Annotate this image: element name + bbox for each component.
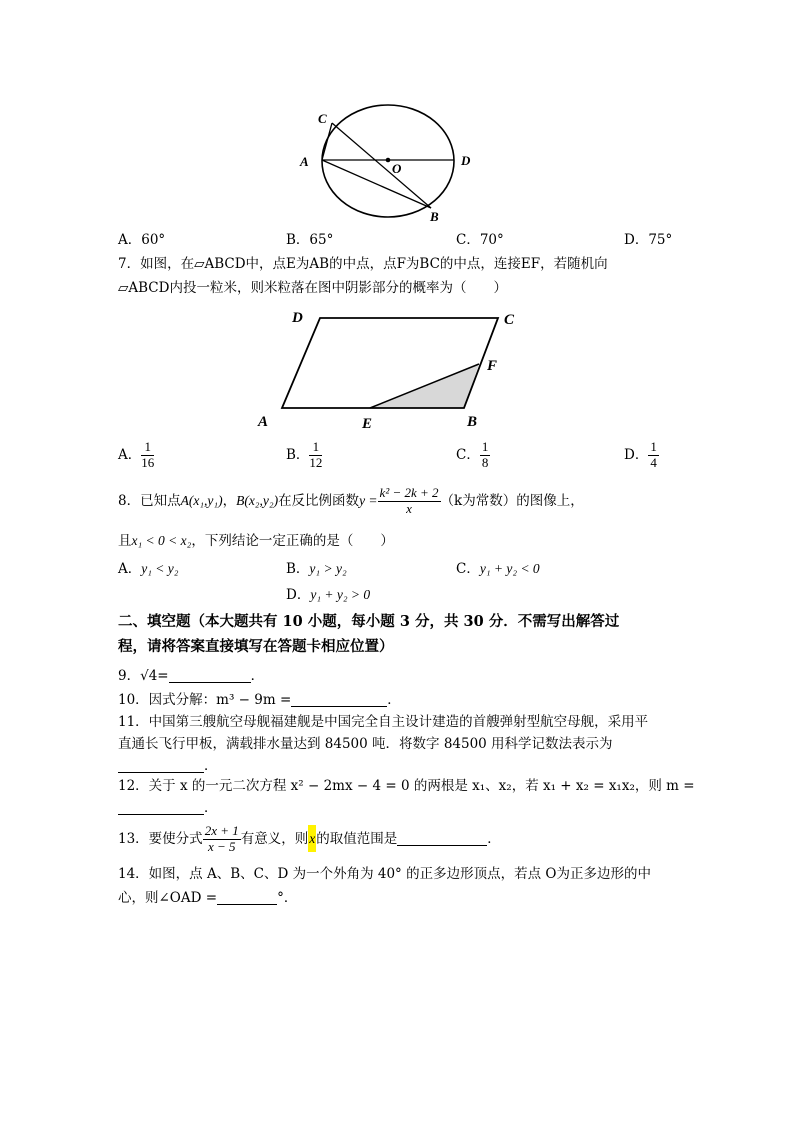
q8-line2 xyxy=(118,534,394,549)
q7-line1: 7．如图，在▱ABCD中，点E为AB的中点，点F为BC的中点，连接EF，若随机向 xyxy=(118,256,608,272)
option-letter: C． xyxy=(456,446,480,463)
q11-line2: 直通长飞行甲板，满载排水量达到 84500 吨．将数字 84500 用科学记数法表示为 xyxy=(118,736,613,752)
func-y: y = xyxy=(359,492,378,508)
q8-sep: ， xyxy=(222,492,237,509)
q7-option-c xyxy=(456,440,490,471)
q11-line1: 11．中国第三艘航空母舰福建舰是中国完全自主设计建造的首艘弹射型航空母舰，采用平 xyxy=(118,714,649,730)
section2-heading-line1: 二、填空题（本大题共有 10 小题，每小题 3 分，共 30 分．不需写出解答过 xyxy=(118,613,620,630)
parallelogram-figure xyxy=(254,304,534,434)
label-d: D xyxy=(292,310,303,326)
center-point xyxy=(386,158,391,163)
segment-cb xyxy=(332,123,431,208)
q8-option-a: A．y₁ < y₂ xyxy=(118,561,179,577)
segment-ab xyxy=(322,160,431,208)
point-b: B(x₂,y₂) xyxy=(236,492,279,508)
option-letter: B． xyxy=(286,446,310,463)
option-letter: A． xyxy=(118,446,142,463)
label-f: F xyxy=(487,358,498,374)
q12-answer-blank[interactable] xyxy=(118,800,204,815)
q8-line1 xyxy=(118,486,584,517)
q6-option-c: C．70° xyxy=(456,232,504,248)
section2-heading-line2: 程，请将答案直接填写在答题卡相应位置） xyxy=(118,638,394,655)
circle-figure xyxy=(296,104,486,230)
q14-line2: 心，则∠OAD = °． xyxy=(118,890,298,906)
q14-line1: 14．如图，点 A、B、C、D 为一个外角为 40° 的正多边形顶点，若点 O为正多边形的中 xyxy=(118,866,651,882)
fraction: $\frac{1}{12}$ xyxy=(309,439,323,470)
fraction: $\frac{1}{4}$ xyxy=(650,439,657,470)
point-a: A(x₁,y₁) xyxy=(180,492,223,508)
q8-tail: （k为常数）的图像上， xyxy=(440,492,584,509)
q6-option-b: B．65° xyxy=(286,232,334,248)
label-a: A xyxy=(258,414,269,430)
q8-condition: x₁ < 0 < x₂ xyxy=(131,533,192,548)
q8-option-d: D．y₁ + y₂ > 0 xyxy=(286,587,371,603)
q13-fraction: $\frac{2x + 1}{x - 5}$ xyxy=(204,823,239,854)
q7-option-d xyxy=(624,440,659,471)
q8-line2-pre: 且 xyxy=(118,533,132,549)
q13: 13．要使分式 $\frac{2x + 1}{x - 5}$ 有意义，则x的取值范围是 ． xyxy=(118,823,501,854)
q7-line2: ▱ABCD内投一粒米，则米粒落在图中阴影部分的概率为（ ） xyxy=(118,280,507,296)
q10-answer-blank[interactable] xyxy=(291,692,387,707)
label-c: C xyxy=(504,312,515,328)
q8-mid: 在反比例函数 xyxy=(278,492,360,509)
q6-option-d: D．75° xyxy=(624,232,673,248)
q10: 10．因式分解：m³ − 9m = ． xyxy=(118,692,401,708)
label-a: A xyxy=(300,154,309,169)
q13-answer-blank[interactable] xyxy=(397,831,487,846)
q12-line2: ． xyxy=(118,800,218,816)
function-fraction: $\frac{\text{k² − 2k + 2}}{x}$ xyxy=(379,485,439,516)
q8-option-c: C．y₁ + y₂ < 0 xyxy=(456,561,540,577)
option-letter: D． xyxy=(624,446,649,463)
sqrt-expression: √4 xyxy=(140,668,158,684)
q11-answer-blank[interactable] xyxy=(118,758,204,773)
label-e: E xyxy=(362,416,373,432)
q9-answer-blank[interactable] xyxy=(169,668,251,683)
label-b: B xyxy=(430,209,439,224)
fraction: $\frac{1}{16}$ xyxy=(141,439,155,470)
q7-option-a xyxy=(118,440,154,471)
q8-intro: 8．已知点 xyxy=(118,492,181,509)
highlighted-variable: x xyxy=(308,825,316,852)
segment-ac xyxy=(322,123,332,160)
q14-answer-blank[interactable] xyxy=(217,890,277,905)
label-d: D xyxy=(461,153,471,168)
label-b: B xyxy=(467,414,478,430)
q12-line1: 12．关于 x 的一元二次方程 x² − 2mx − 4 = 0 的两根是 x₁、x₂，若 x₁ + x₂ = x₁x₂，则 m = xyxy=(118,778,695,794)
fraction: $\frac{1}{8}$ xyxy=(481,439,489,470)
q8-line2-post: ，下列结论一定正确的是（ ） xyxy=(191,533,394,549)
q11-line3: ． xyxy=(118,758,218,774)
label-c: C xyxy=(318,111,327,126)
q9: 9．√4= ． xyxy=(118,668,265,684)
label-o: O xyxy=(392,161,402,176)
q7-option-b xyxy=(286,440,322,471)
q8-option-b: B．y₁ > y₂ xyxy=(286,561,347,577)
q6-option-a: A．60° xyxy=(118,232,166,248)
